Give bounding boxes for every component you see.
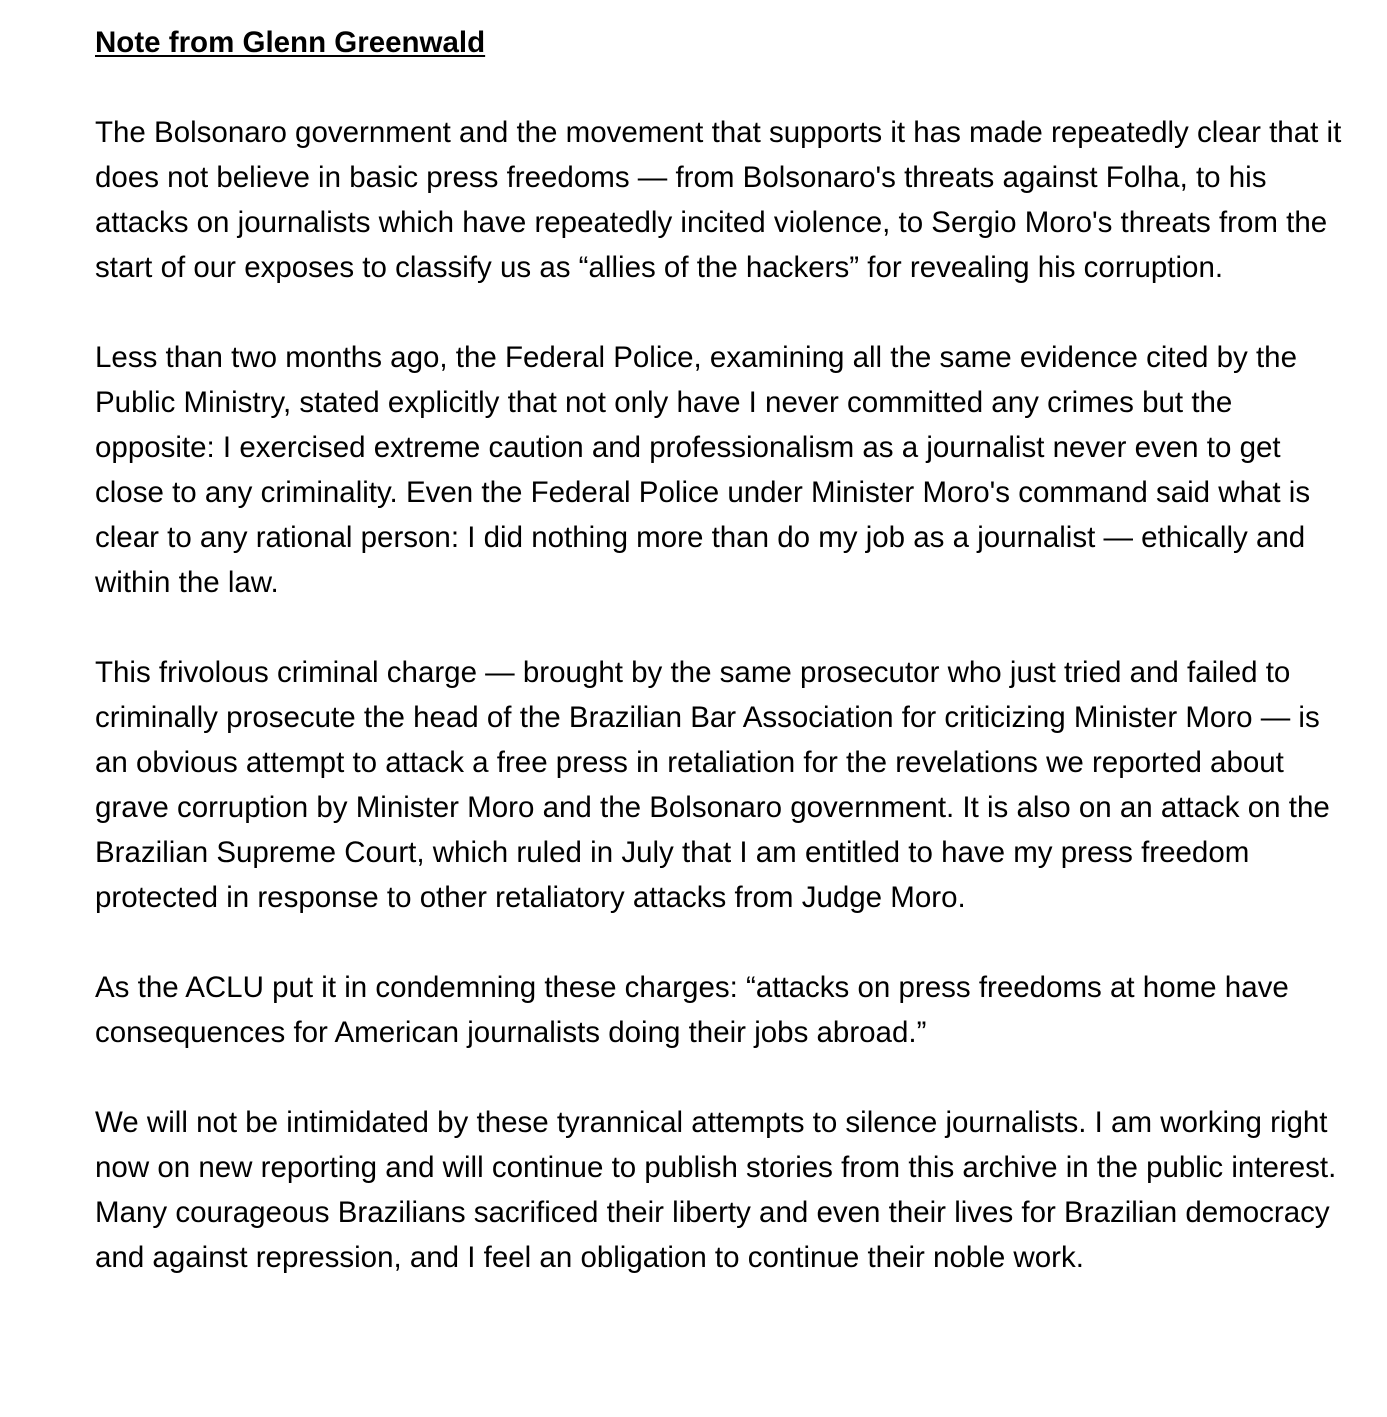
document-body [95, 20, 1355, 1280]
paragraph-3: This frivolous criminal charge — brought by the same prosecutor who just tried and failed to criminally prosecute the head of the Brazilian Bar Association for criticizing Minister Moro — is an obvious attempt to attack a free press in retaliation for the revelations we reported about grave corruption by Minister Moro and the Bolsonaro government. It is also on an attack on the Brazilian Supreme Court, which ruled in July that I am entitled to have my press freedom protected in response to other retaliatory attacks from Judge Moro. [95, 656, 1330, 914]
paragraph-2: Less than two months ago, the Federal Police, examining all the same evidence cited by the Public Ministry, stated explicitly that not only have I never committed any crimes but the opposite: I exercised extreme caution and professionalism as a journalist never even to get close to any criminality. Even the Federal Police under Minister Moro's command said what is clear to any rational person: I did nothing more than do my job as a journalist — ethically and within the law. [95, 341, 1311, 599]
document-title: Note from Glenn Greenwald [95, 26, 486, 59]
paragraph-1: The Bolsonaro government and the movement that supports it has made repeatedly clear that it does not believe in basic press freedoms — from Bolsonaro's threats against Folha, to his attacks on journalists which have repeatedly incited violence, to Sergio Moro's threats from the start of our exposes to classify us as “allies of the hackers” for revealing his corruption. [95, 116, 1342, 284]
paragraph-5: We will not be intimidated by these tyrannical attempts to silence journalists. I am working right now on new reporting and will continue to publish stories from this archive in the public interest. Many courageous Brazilians sacrificed their liberty and even their lives for Brazilian democracy and against repression, and I feel an obligation to continue their noble work. [95, 1106, 1337, 1274]
paragraph-4: As the ACLU put it in condemning these charges: “attacks on press freedoms at home have consequences for American journalists doing their jobs abroad.” [95, 971, 1289, 1049]
